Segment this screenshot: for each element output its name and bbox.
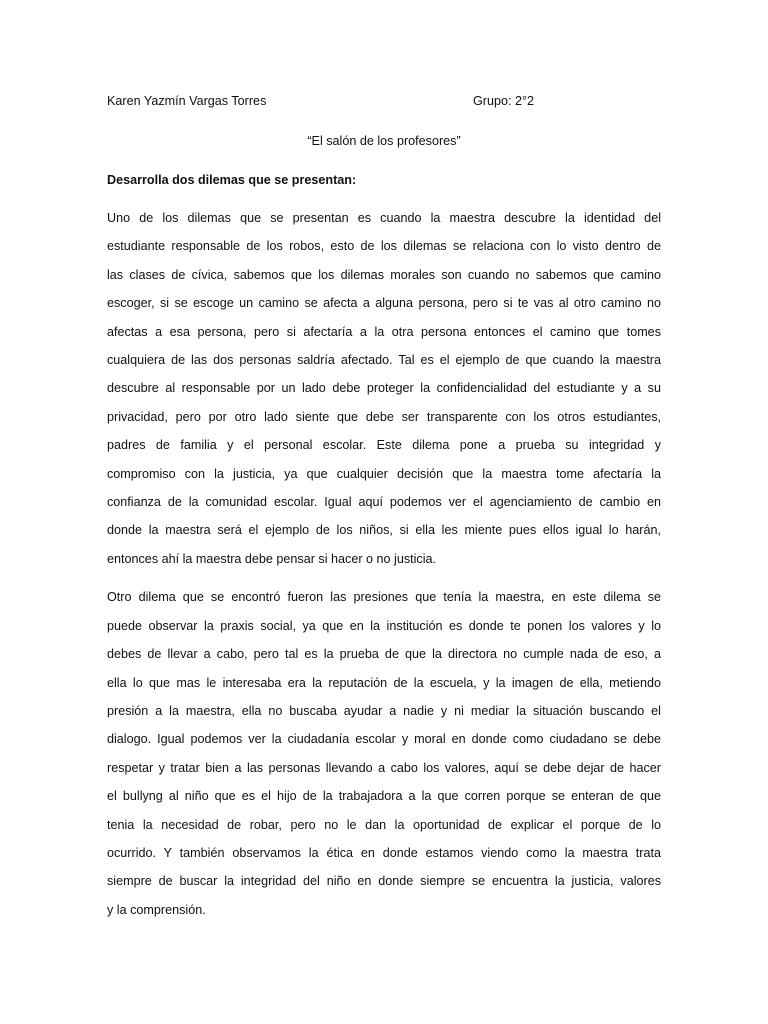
document-title: “El salón de los profesores” [307, 134, 461, 148]
paragraph-line: escoger, si se escoge un camino se afecta a alguna persona, pero si te vas al otro camino no [107, 296, 661, 311]
paragraph-line: y la comprensión. [107, 902, 206, 917]
paragraph-line: entonces ahí la maestra debe pensar si hacer o no justicia. [107, 551, 437, 566]
paragraph-line: Uno de los dilemas que se presentan es cuando la maestra descubre la identidad del [107, 211, 661, 225]
paragraph-line: estudiante responsable de los robos, esto de los dilemas se relaciona con lo visto dentro de [107, 239, 661, 254]
paragraph-line: presión a la maestra, ella no buscaba ayudar a nadie y ni mediar la situación buscando el [107, 703, 661, 718]
paragraph-line: dialogo. Igual podemos ver la ciudadanía escolar y moral en donde como ciudadano se debe [107, 732, 661, 747]
header-row [107, 91, 661, 111]
paragraph-line: cualquiera de las dos personas saldría afectado. Tal es el ejemplo de que cuando la maestra [107, 353, 661, 368]
paragraph-line: Otro dilema que se encontró fueron las presiones que tenía la maestra, en este dilema se [107, 590, 661, 605]
paragraph-line: debes de llevar a cabo, pero tal es la prueba de que la directora no cumple nada de eso, a [107, 647, 661, 662]
paragraph-line: donde la maestra será el ejemplo de los niños, si ella les miente pues ellos igual lo harán, [107, 523, 661, 538]
paragraph-line: tenia la necesidad de robar, pero no le dan la oportunidad de explicar el porque de lo [107, 817, 661, 832]
paragraph-line: descubre al responsable por un lado debe proteger la confidencialidad del estudiante y a su [107, 381, 661, 396]
paragraph-line: ocurrido. Y también observamos la ética en donde estamos viendo como la maestra trata [107, 845, 661, 860]
assignment-prompt: Desarrolla dos dilemas que se presentan: [107, 173, 357, 187]
paragraph-line: compromiso con la justicia, ya que cualquier decisión que la maestra tome afectaría la [107, 466, 661, 481]
paragraph-2 [107, 583, 661, 924]
paragraph-1 [107, 204, 661, 573]
paragraph-line: padres de familia y el personal escolar. Este dilema pone a prueba su integridad y [107, 438, 661, 453]
paragraph-line: privacidad, pero por otro lado siente que debe ser transparente con los otros estudiantes, [107, 409, 661, 424]
paragraph-line: respetar y tratar bien a las personas llevando a cabo los valores, aquí se debe dejar de hacer [107, 760, 661, 775]
document-page [107, 91, 661, 924]
paragraph-line: siempre de buscar la integridad del niño en donde siempre se encuentra la justicia, valores [107, 874, 661, 889]
paragraph-line: ella lo que mas le interesaba era la reputación de la escuela, y la imagen de ella, metiendo [107, 675, 661, 690]
author-name: Karen Yazmín Vargas Torres [107, 94, 267, 108]
paragraph-line: afectas a esa persona, pero si afectaría a la otra persona entonces el camino que tomes [107, 324, 661, 339]
paragraph-line: las clases de cívica, sabemos que los dilemas morales son cuando no sabemos que camino [107, 267, 661, 282]
paragraph-line: puede observar la praxis social, ya que en la institución es donde te ponen los valores y lo [107, 618, 661, 633]
paragraph-line: confianza de la comunidad escolar. Igual aquí podemos ver el agenciamiento de cambio en [107, 495, 661, 510]
group-label: Grupo: 2°2 [473, 94, 535, 108]
paragraph-line: el bullyng al niño que es el hijo de la trabajadora a la que corren porque se enteran de que [107, 789, 661, 804]
